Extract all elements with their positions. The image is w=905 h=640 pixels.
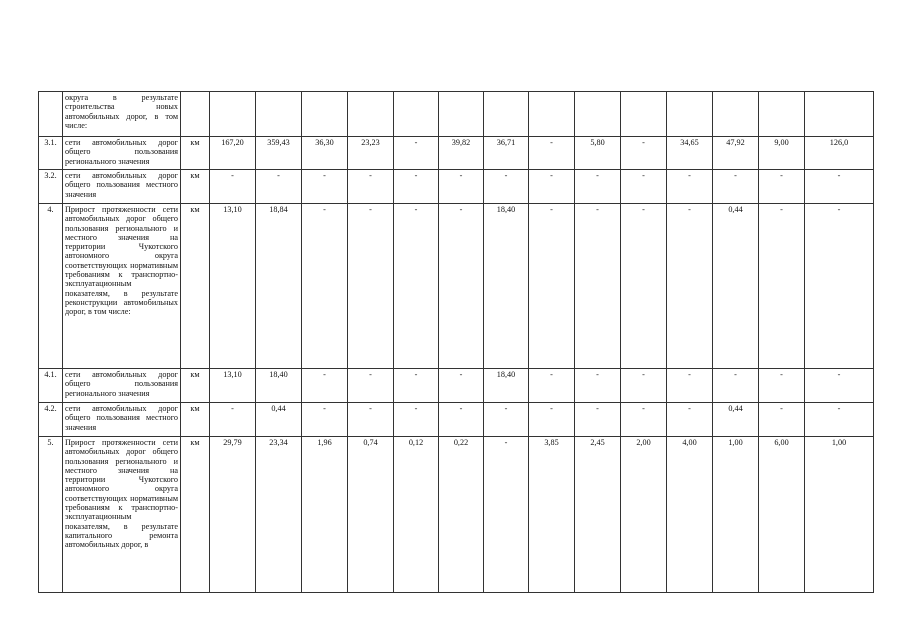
table-body (39, 92, 874, 593)
value-cell: - (667, 403, 713, 437)
row-number-cell: 3.2. (39, 170, 63, 204)
value-cell: - (621, 369, 667, 403)
value-cell: 36,71 (484, 137, 529, 170)
value-cell: - (621, 170, 667, 204)
value-cell: - (439, 204, 484, 369)
value-cell: - (805, 403, 874, 437)
value-cell: 359,43 (256, 137, 302, 170)
value-cell: - (484, 170, 529, 204)
unit-cell: км (181, 170, 210, 204)
value-cell: - (529, 170, 575, 204)
value-cell: 36,30 (302, 137, 348, 170)
value-cell: - (667, 204, 713, 369)
value-cell: - (667, 170, 713, 204)
table-row (39, 204, 874, 369)
value-cell (621, 92, 667, 137)
value-cell (394, 92, 439, 137)
unit-cell: км (181, 403, 210, 437)
value-cell: - (529, 403, 575, 437)
indicator-name-cell: Прирост протяженности сети автомобильных дорог общего пользования регионального и местного значения на территории Чукотского автономного округа соответствующих нормативным требованиям к транспортно-эксплуатационным показателям, в результате капитального ремонта автомобильных дорог, в (63, 437, 181, 593)
value-cell (484, 92, 529, 137)
value-cell: - (805, 170, 874, 204)
value-cell: - (621, 204, 667, 369)
value-cell: 1,00 (805, 437, 874, 593)
table-row (39, 137, 874, 170)
value-cell: - (348, 403, 394, 437)
value-cell: - (759, 403, 805, 437)
value-cell (210, 92, 256, 137)
row-number-cell: 4.1. (39, 369, 63, 403)
value-cell: - (759, 204, 805, 369)
value-cell: - (484, 403, 529, 437)
table-row (39, 92, 874, 137)
value-cell: - (575, 170, 621, 204)
value-cell: - (302, 403, 348, 437)
value-cell: 0,12 (394, 437, 439, 593)
value-cell: 0,22 (439, 437, 484, 593)
value-cell (575, 92, 621, 137)
value-cell: - (348, 204, 394, 369)
value-cell: - (394, 403, 439, 437)
value-cell: 23,23 (348, 137, 394, 170)
indicator-name-cell: округа в результате строительства новых автомобильных дорог, в том числе: (63, 92, 181, 137)
indicator-name-cell: Прирост протяженности сети автомобильных дорог общего пользования регионального и местного значения на территории Чукотского автономного округа соответствующих нормативным требованиям к транспортно-эксплуатационным показателям, в результате реконструкции автомобильных дорог, в том числе: (63, 204, 181, 369)
value-cell: - (302, 204, 348, 369)
unit-cell: км (181, 437, 210, 593)
value-cell: 2,45 (575, 437, 621, 593)
value-cell: - (439, 170, 484, 204)
value-cell: - (759, 170, 805, 204)
row-number-cell: 3.1. (39, 137, 63, 170)
value-cell: - (713, 369, 759, 403)
value-cell: - (210, 170, 256, 204)
value-cell: - (394, 137, 439, 170)
row-number-cell (39, 92, 63, 137)
table-row (39, 369, 874, 403)
indicators-table (38, 91, 874, 593)
value-cell: - (484, 437, 529, 593)
value-cell: - (348, 170, 394, 204)
value-cell: - (529, 137, 575, 170)
value-cell (667, 92, 713, 137)
value-cell: - (621, 137, 667, 170)
value-cell (529, 92, 575, 137)
value-cell (713, 92, 759, 137)
value-cell: 0,74 (348, 437, 394, 593)
value-cell: 0,44 (256, 403, 302, 437)
value-cell: 34,65 (667, 137, 713, 170)
value-cell: 18,40 (484, 369, 529, 403)
value-cell: 0,44 (713, 204, 759, 369)
indicator-name-cell: сети автомобильных дорог общего пользования регионального значения (63, 137, 181, 170)
value-cell: 23,34 (256, 437, 302, 593)
value-cell: 1,00 (713, 437, 759, 593)
value-cell: - (575, 369, 621, 403)
value-cell: - (302, 170, 348, 204)
value-cell: 13,10 (210, 369, 256, 403)
value-cell: - (575, 204, 621, 369)
value-cell: - (759, 369, 805, 403)
value-cell: - (210, 403, 256, 437)
value-cell: - (302, 369, 348, 403)
value-cell: - (439, 403, 484, 437)
value-cell: - (529, 204, 575, 369)
value-cell: 126,0 (805, 137, 874, 170)
value-cell: - (575, 403, 621, 437)
unit-cell: км (181, 204, 210, 369)
row-number-cell: 4. (39, 204, 63, 369)
unit-cell: км (181, 369, 210, 403)
table-row (39, 170, 874, 204)
value-cell: 4,00 (667, 437, 713, 593)
value-cell: 47,92 (713, 137, 759, 170)
value-cell (439, 92, 484, 137)
indicator-name-cell: сети автомобильных дорог общего пользования регионального значения (63, 369, 181, 403)
value-cell: 2,00 (621, 437, 667, 593)
value-cell: - (529, 369, 575, 403)
value-cell: 18,40 (256, 369, 302, 403)
table-row (39, 403, 874, 437)
value-cell: - (805, 204, 874, 369)
unit-cell (181, 92, 210, 137)
value-cell: 13,10 (210, 204, 256, 369)
indicator-name-cell: сети автомобильных дорог общего пользования местного значения (63, 170, 181, 204)
value-cell: 5,80 (575, 137, 621, 170)
table-row (39, 437, 874, 593)
value-cell (256, 92, 302, 137)
value-cell: 9,00 (759, 137, 805, 170)
value-cell (302, 92, 348, 137)
row-number-cell: 5. (39, 437, 63, 593)
value-cell: 18,84 (256, 204, 302, 369)
value-cell: - (667, 369, 713, 403)
value-cell: - (713, 170, 759, 204)
row-number-cell: 4.2. (39, 403, 63, 437)
value-cell: - (394, 369, 439, 403)
indicator-name-cell: сети автомобильных дорог общего пользования местного значения (63, 403, 181, 437)
value-cell (759, 92, 805, 137)
value-cell (805, 92, 874, 137)
value-cell: 18,40 (484, 204, 529, 369)
value-cell: 29,79 (210, 437, 256, 593)
value-cell: 167,20 (210, 137, 256, 170)
unit-cell: км (181, 137, 210, 170)
value-cell: 0,44 (713, 403, 759, 437)
value-cell: 39,82 (439, 137, 484, 170)
value-cell: - (805, 369, 874, 403)
value-cell: - (256, 170, 302, 204)
value-cell: - (439, 369, 484, 403)
value-cell: 6,00 (759, 437, 805, 593)
value-cell (348, 92, 394, 137)
value-cell: 1,96 (302, 437, 348, 593)
value-cell: - (348, 369, 394, 403)
value-cell: 3,85 (529, 437, 575, 593)
value-cell: - (394, 170, 439, 204)
value-cell: - (621, 403, 667, 437)
value-cell: - (394, 204, 439, 369)
